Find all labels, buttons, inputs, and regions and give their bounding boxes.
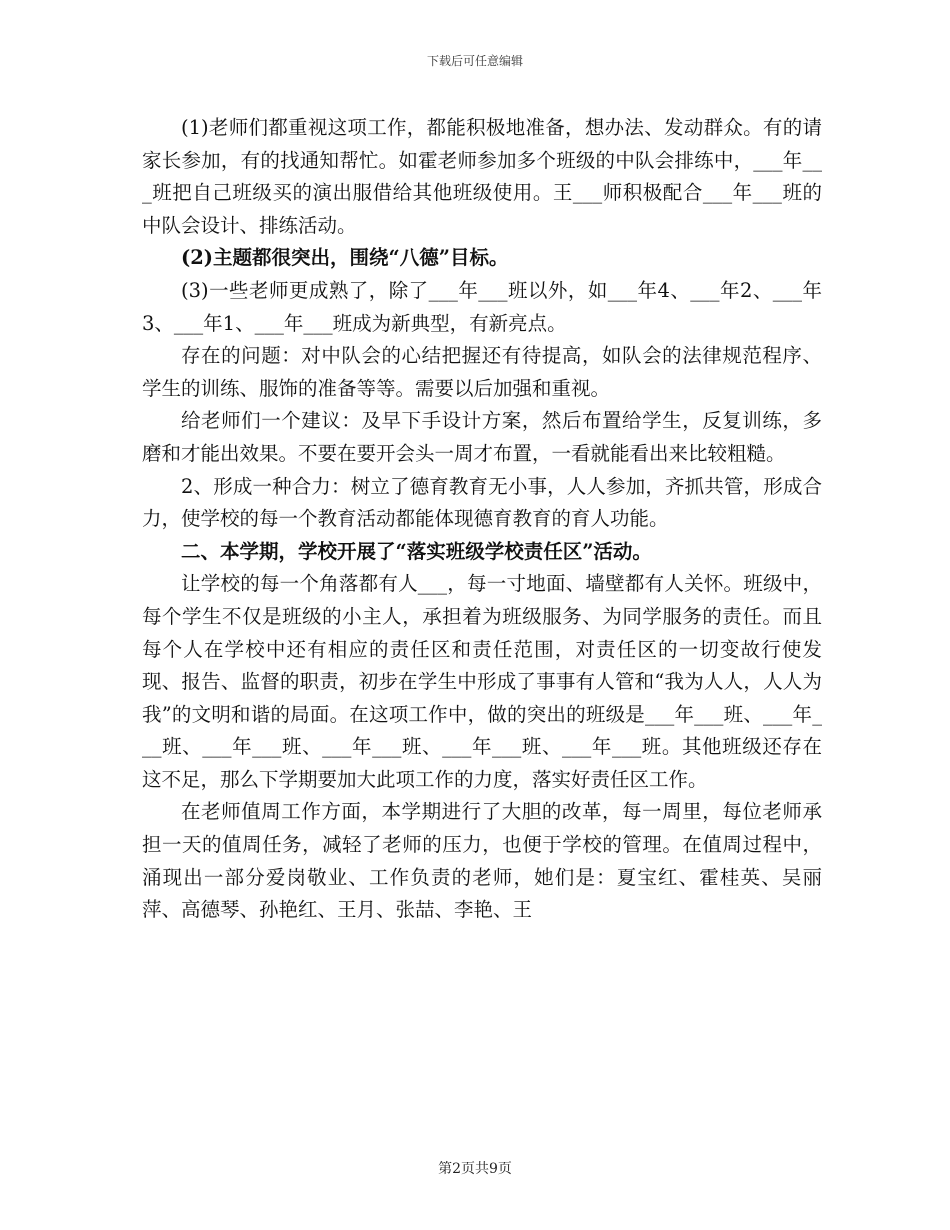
- paragraph-2-heading: (2)主题都很突出，围绕“八德”目标。: [181, 246, 509, 270]
- paragraph-8: 让学校的每一个角落都有人___，每一寸地面、墙壁都有人关怀。班级中，每个学生不仅是班级的小主人，承担着为班级服务、为同学服务的责任。而且每个人在学校中还有相应的责任区和责任范围，对责任区的一切变故行使发现、报告、监督的职责，初步在学生中形成了事事有人管和“我为人人，人人为我”的文明和谐的局面。在这项工作中，做的突出的班级是___年___班、___年___班、___年___班、___年___班、___年___班、___年___班。其他班级还存在这不足，那么下学期要加大此项工作的力度，落实好责任区工作。: [142, 572, 822, 791]
- paragraph-4: 存在的问题：对中队会的心结把握还有待提高，如队会的法律规范程序、学生的训练、服饰的准备等等。需要以后加强和重视。: [142, 344, 822, 400]
- section-heading-2: 二、本学期，学校开展了“落实班级学校责任区”活动。: [181, 539, 652, 563]
- page-header: 下载后可任意编辑: [426, 54, 523, 68]
- page-footer: 第2页共9页: [438, 1161, 512, 1177]
- paragraph-5: 给老师们一个建议：及早下手设计方案，然后布置给学生，反复训练，多磨和才能出效果。不要在要开会头一周才布置，一看就能看出来比较粗糙。: [142, 409, 822, 465]
- paragraph-3: (3)一些老师更成熟了，除了___年___班以外，如___年4、___年2、___年3、___年1、___年___班成为新典型，有新亮点。: [142, 278, 822, 335]
- paragraph-1: (1)老师们都重视这项工作，都能积极地准备，想办法、发动群众。有的请家长参加，有的找通知帮忙。如霍老师参加多个班级的中队会排练中，___年___班把自己班级买的演出服借给其他班级使用。王___师积极配合___年___班的中队会设计、排练活动。: [142, 116, 822, 237]
- paragraph-6: 2、形成一种合力：树立了德育教育无小事，人人参加，齐抓共管，形成合力，使学校的每一个教育活动都能体现德育教育的育人功能。: [142, 474, 822, 531]
- paragraph-9: 在老师值周工作方面，本学期进行了大胆的改革，每一周里，每位老师承担一天的值周任务，减轻了老师的压力，也便于学校的管理。在值周过程中，涌现出一部分爱岗敬业、工作负责的老师，她们是：夏宝红、霍桂英、吴丽萍、高德琴、孙艳红、王月、张喆、李艳、王: [142, 800, 822, 922]
- document-body: [142, 112, 822, 927]
